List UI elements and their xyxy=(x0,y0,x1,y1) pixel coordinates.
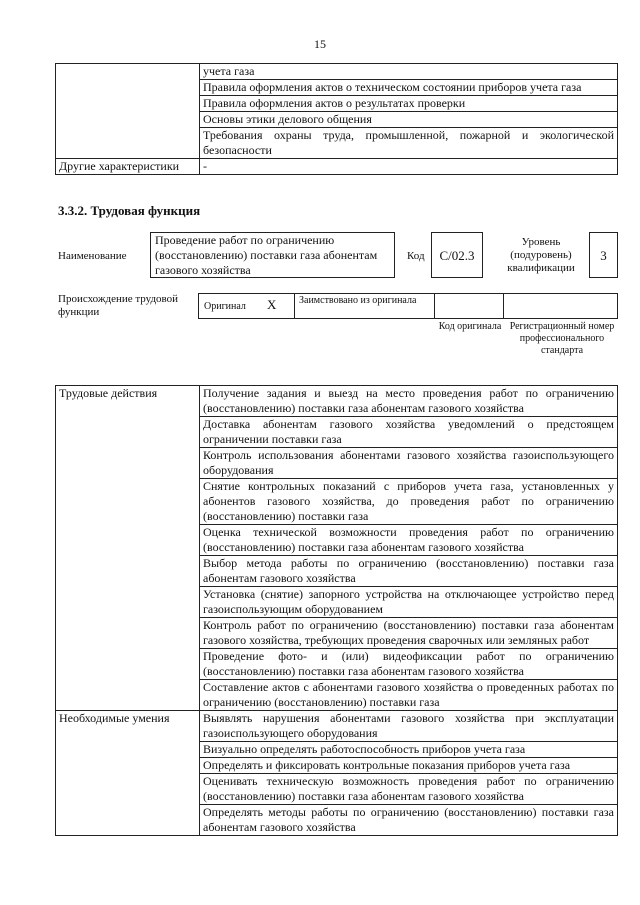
function-name-box: Проведение работ по ограничению (восстановлению) поставки газа абонентам газового хозяйства xyxy=(150,232,395,278)
table-cell: Требования охраны труда, промышленной, пожарной и экологической безопасности xyxy=(200,128,618,159)
level-label: Уровень (подуровень) квалификации xyxy=(507,236,575,274)
table-cell: Снятие контрольных показаний с приборов учета газа, установленных у абонентов газового хозяйства, до проведения работ по ограничению (восстановлению) поставки газа xyxy=(200,479,618,525)
table-cell: Доставка абонентам газового хозяйства уведомлений о предстоящем ограничении поставки газа xyxy=(200,417,618,448)
table-cell: Правила оформления актов о техническом состоянии приборов учета газа xyxy=(200,80,618,96)
page-number: 15 xyxy=(314,37,326,51)
table-cell: Контроль использования абонентами газового хозяйства газоиспользующего оборудования xyxy=(200,448,618,479)
table-cell: Основы этики делового общения xyxy=(200,112,618,128)
table-cell: Определять и фиксировать контрольные показания приборов учета газа xyxy=(200,758,618,774)
table-row xyxy=(56,64,618,80)
code-value-box: С/02.3 xyxy=(431,232,483,278)
table-cell: Контроль работ по ограничению (восстановлению) поставки газа абонентам газового хозяйства, требующих проведения сварочных или земляных работ xyxy=(200,618,618,649)
original-code-cell xyxy=(434,293,504,319)
original-mark: X xyxy=(267,297,277,312)
row-group-label: Необходимые умения xyxy=(56,711,200,836)
table-cell: Составление актов с абонентами газового хозяйства о проведенных работах по ограничению (восстановлению) поставки газа xyxy=(200,680,618,711)
table-cell: Получение задания и выезд на место проведения работ по ограничению (восстановлению) поставки газа абонентам газового хозяйства xyxy=(200,386,618,417)
table-row xyxy=(56,159,618,175)
table-cell: учета газа xyxy=(200,64,618,80)
table-row xyxy=(56,711,618,742)
section-title: 3.3.2. Трудовая функция xyxy=(58,203,201,218)
table-cell: Проведение фото- и (или) видеофиксации работ по ограничению (восстановлению) поставки газа абонентам газового хозяйства xyxy=(200,649,618,680)
table-cell: Правила оформления актов о результатах проверки xyxy=(200,96,618,112)
table-cell: Визуально определять работоспособность приборов учета газа xyxy=(200,742,618,758)
code-caption: Код оригинала xyxy=(438,321,502,332)
table-cell: Определять методы работы по ограничению (восстановлению) поставки газа абонентам газового хозяйства xyxy=(200,805,618,836)
origin-label: Происхождение трудовой функции xyxy=(58,293,179,318)
registration-caption: Регистрационный номер профессионального стандарта xyxy=(509,321,615,356)
original-label: Оригинал xyxy=(204,301,246,312)
table-cell: Оценка технической возможности проведения работ по ограничению (восстановлению) поставки газа абонентам газового хозяйства xyxy=(200,525,618,556)
table-cell: Оценивать техническую возможность проведения работ по ограничению (восстановлению) поставки газа абонентам газового хозяйства xyxy=(200,774,618,805)
table-cell: - xyxy=(200,159,618,175)
table-cell: Выбор метода работы по ограничению (восстановлению) поставки газа абонентам газового хозяйства xyxy=(200,556,618,587)
registration-number-cell xyxy=(503,293,618,319)
level-value-box: 3 xyxy=(589,232,618,278)
table-row xyxy=(56,386,618,417)
main-table xyxy=(55,385,618,836)
continuation-table xyxy=(55,63,618,175)
borrowed-cell: Заимствовано из оригинала xyxy=(294,293,435,319)
row-label: Другие характеристики xyxy=(56,159,200,175)
table-cell: Установка (снятие) запорного устройства на отключающее устройство перед газоиспользующим оборудованием xyxy=(200,587,618,618)
table-cell: Выявлять нарушения абонентами газового хозяйства при эксплуатации газоиспользующего оборудования xyxy=(200,711,618,742)
row-group-label: Трудовые действия xyxy=(56,386,200,711)
row-label xyxy=(56,64,200,159)
original-cell xyxy=(198,293,295,319)
name-label: Наименование xyxy=(58,250,127,262)
code-label: Код xyxy=(407,250,425,262)
